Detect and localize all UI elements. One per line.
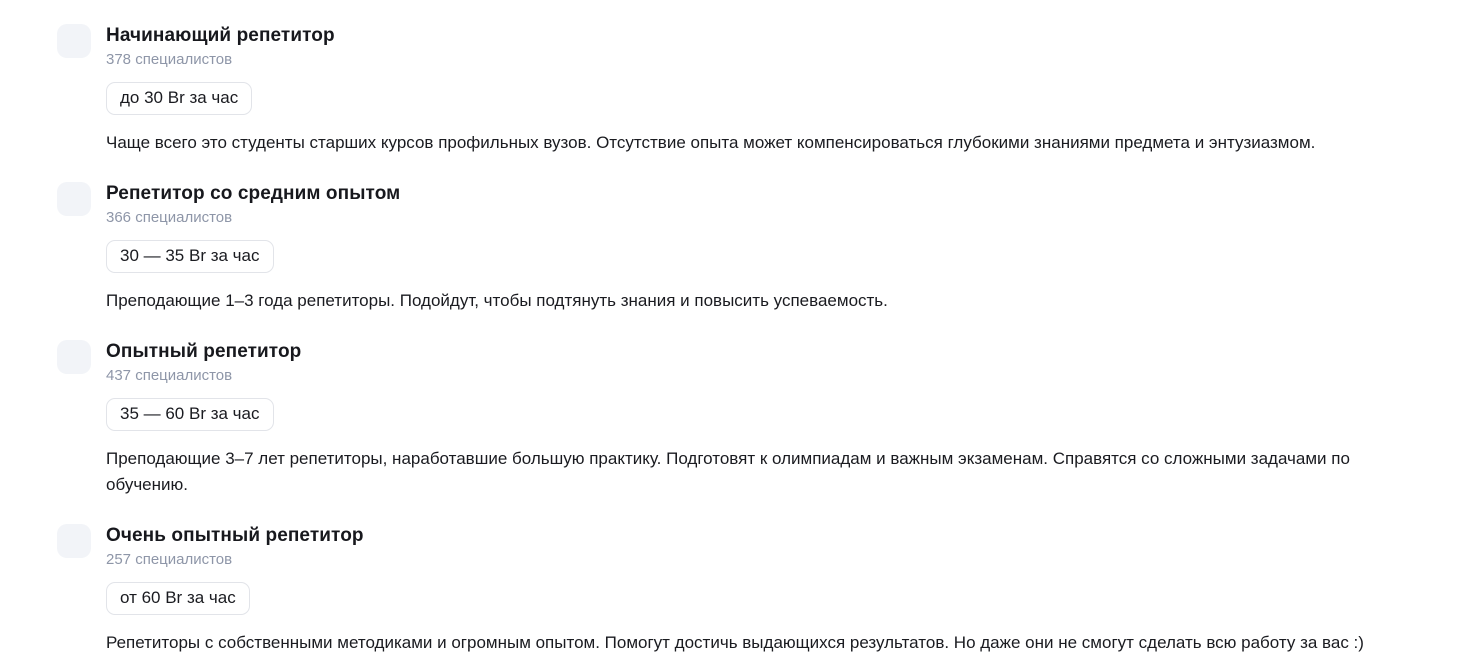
placeholder-square-icon (57, 524, 91, 558)
price-badge[interactable]: 30 — 35 Br за час (106, 240, 274, 273)
tutor-level-description: Преподающие 1–3 года репетиторы. Подойдут, чтобы подтянуть знания и повысить успеваемость. (106, 291, 888, 310)
tutor-level-description: Репетиторы с собственными методиками и огромным опытом. Помогут достичь выдающихся результатов. Но даже они не смогут сделать всю работу за вас :) (106, 633, 1364, 652)
tutor-level-heading (106, 340, 301, 386)
tutor-level-heading (106, 524, 364, 570)
tutor-level-count: 257 специалистов (106, 551, 233, 568)
tutor-level-heading (106, 24, 335, 70)
tutor-level-title: Опытный репетитор (106, 341, 302, 362)
placeholder-square-icon (57, 340, 91, 374)
tutor-level-heading (106, 182, 400, 228)
price-badge[interactable]: от 60 Br за час (106, 582, 250, 615)
tutor-level-item (57, 524, 1412, 656)
tutor-level-header (57, 182, 1412, 228)
tutor-level-title: Очень опытный репетитор (106, 525, 364, 546)
tutor-level-count: 437 специалистов (106, 367, 233, 384)
tutor-level-title: Репетитор со средним опытом (106, 183, 401, 204)
tutor-level-header (57, 24, 1412, 70)
price-badge[interactable]: 35 — 60 Br за час (106, 398, 274, 431)
tutor-level-count: 366 специалистов (106, 209, 233, 226)
tutor-level-header (57, 340, 1412, 386)
tutor-level-count: 378 специалистов (106, 51, 233, 68)
placeholder-square-icon (57, 182, 91, 216)
price-badge[interactable]: до 30 Br за час (106, 82, 252, 115)
tutor-level-title: Начинающий репетитор (106, 25, 335, 46)
tutor-level-description: Преподающие 3–7 лет репетиторы, наработавшие большую практику. Подготовят к олимпиадам и важным экзаменам. Справятся со сложными задачами по обучению. (106, 449, 1350, 494)
tutor-level-item (57, 24, 1412, 156)
tutor-level-description: Чаще всего это студенты старших курсов профильных вузов. Отсутствие опыта может компенсироваться глубокими знаниями предмета и энтузиазмом. (106, 133, 1316, 152)
tutor-level-list (57, 24, 1412, 656)
tutor-level-item (57, 340, 1412, 498)
tutor-level-header (57, 524, 1412, 570)
tutor-level-item (57, 182, 1412, 314)
placeholder-square-icon (57, 24, 91, 58)
